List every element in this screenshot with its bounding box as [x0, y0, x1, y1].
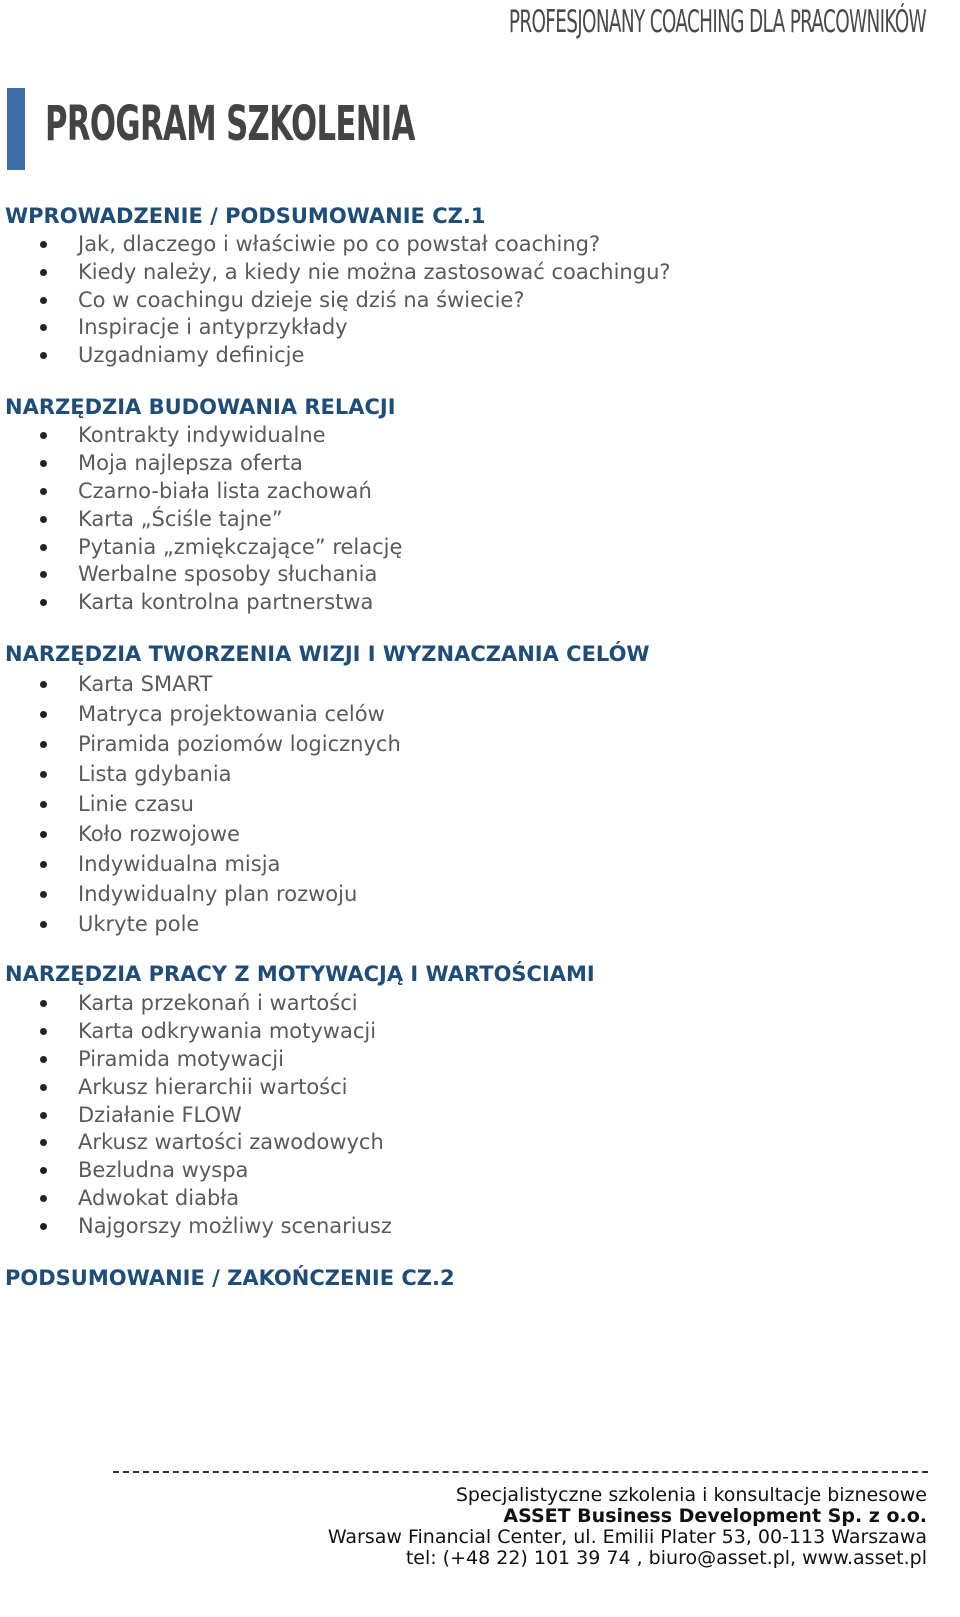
bullet-icon	[40, 324, 47, 331]
footer-tagline: Specjalistyczne szkolenia i konsultacje biznesowe	[455, 1484, 927, 1506]
bullet-icon	[40, 571, 47, 578]
section-heading: PODSUMOWANIE / ZAKOŃCZENIE CZ.2	[5, 1266, 455, 1290]
section-heading: NARZĘDZIA PRACY Z MOTYWACJĄ I WARTOŚCIAMI	[5, 962, 595, 986]
bullet-icon	[40, 921, 47, 928]
bullet-icon	[40, 771, 47, 778]
bullet-icon	[40, 891, 47, 898]
bullet-icon	[40, 1028, 47, 1035]
bullet-icon	[40, 1056, 47, 1063]
bullet-icon	[40, 861, 47, 868]
bullet-icon	[40, 1000, 47, 1007]
bullet-icon	[40, 741, 47, 748]
footer-contact: tel: (+48 22) 101 39 74 , biuro@asset.pl, www.asset.pl	[405, 1547, 927, 1569]
bullet-icon	[40, 1112, 47, 1119]
bullet-icon	[40, 460, 47, 467]
bullet-icon	[40, 516, 47, 523]
bullet-icon	[40, 432, 47, 439]
bullet-icon	[40, 711, 47, 718]
bullet-icon	[40, 1139, 47, 1146]
footer-divider	[113, 1471, 928, 1473]
section-heading: WPROWADZENIE / PODSUMOWANIE CZ.1	[5, 204, 486, 228]
bullet-icon	[40, 681, 47, 688]
bullet-icon	[40, 352, 47, 359]
title-accent-bar	[7, 88, 25, 170]
bullet-icon	[40, 297, 47, 304]
section-heading: NARZĘDZIA TWORZENIA WIZJI I WYZNACZANIA CELÓW	[5, 642, 650, 666]
bullet-icon	[40, 1167, 47, 1174]
bullet-icon	[40, 801, 47, 808]
bullet-icon	[40, 1084, 47, 1091]
bullet-icon	[40, 599, 47, 606]
page-title: PROGRAM SZKOLENIA	[45, 96, 415, 152]
bullet-icon	[40, 831, 47, 838]
top-banner: PROFESJONANY COACHING DLA PRACOWNIKÓW	[508, 4, 926, 40]
footer-address: Warsaw Financial Center, ul. Emilii Plater 53, 00-113 Warszawa	[327, 1526, 927, 1548]
section-heading: NARZĘDZIA BUDOWANIA RELACJI	[5, 395, 396, 419]
bullet-icon	[40, 488, 47, 495]
bullet-icon	[40, 1195, 47, 1202]
footer-company-name: ASSET Business Development Sp. z o.o.	[503, 1505, 927, 1527]
bullet-icon	[40, 544, 47, 551]
bullet-icon	[40, 241, 47, 248]
bullet-icon	[40, 269, 47, 276]
bullet-icon	[40, 1223, 47, 1230]
